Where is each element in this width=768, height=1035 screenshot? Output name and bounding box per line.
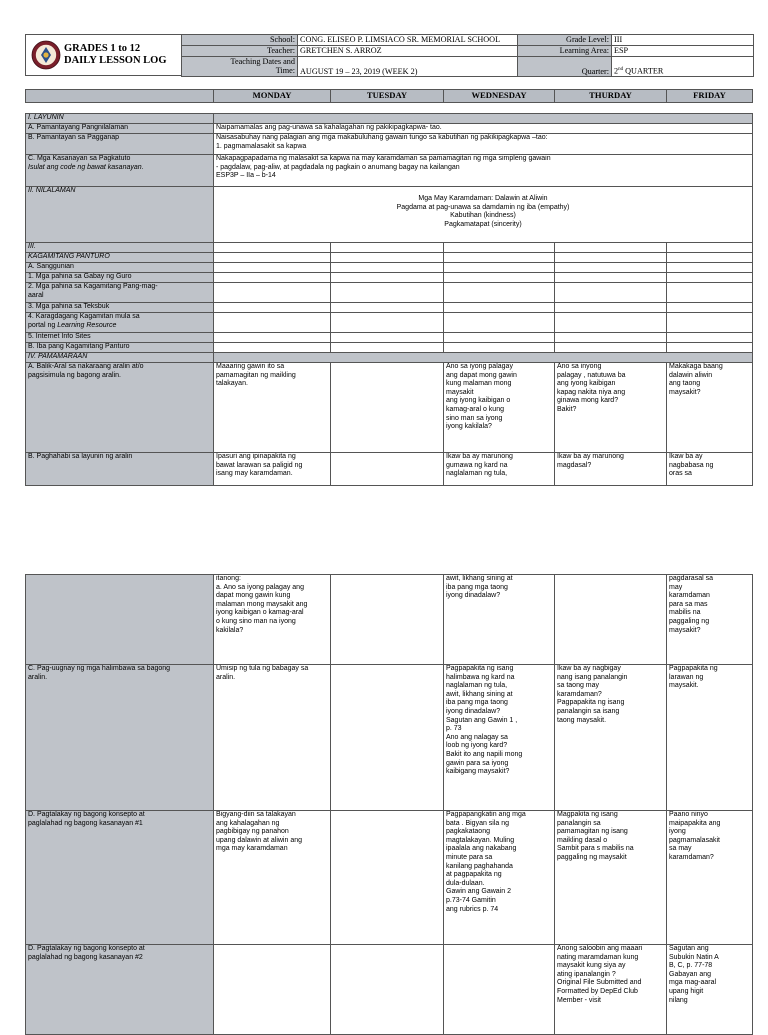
pagtalakay-2-label: D. Pagtalakay ng bagong konsepto at paglalahad ng bagong kasanayan #2 — [26, 945, 214, 1035]
pag-uugnay-wednesday: Pagpapakita ng isang halimbawa ng kard na naglalaman ng tula, awit, likhang sining at iba pang mga taong iyong dinadalaw? Sagutan ang Gawin 1 , p. 73 Ano ang nalagay sa loob ng iyong kard? Bakit ito ang napili mong gawin para sa iyong kaibigang maysakit? — [444, 665, 555, 811]
school-value: CONG. ELISEO P. LIMSIACO SR. MEMORIAL SCHOOL — [298, 35, 518, 46]
pagtalakay-1-friday: Paano ninyo maipapakita ang iyong pagmamalasakit sa may karamdaman? — [667, 811, 753, 945]
pagtalakay-1-thursday: Magpakita ng isang panalangin sa pamamagitan ng isang maikling dasal o Sambit para s mabilis na paggaling ng maysakit — [555, 811, 667, 945]
balik-aral-tuesday — [331, 363, 444, 453]
teacher-label: Teacher: — [182, 46, 298, 57]
kagamitang-mag-aaral-label: 2. Mga pahina sa Kagamitang Pang-mag- aaral — [26, 283, 214, 303]
grade-value: III — [612, 35, 754, 46]
pag-uugnay-label: C. Pag-uugnay ng mga halimbawa sa bagong aralin. — [26, 665, 214, 811]
day-thursday: THURDAY — [555, 90, 667, 103]
kasanayan-label: C. Mga Kasanayan sa Pagkatuto Isulat ang code ng bawat kasanayan. — [26, 155, 214, 187]
lesson-table-page2 — [25, 574, 753, 1035]
sanggunian-label: A. Sanggunian — [26, 263, 214, 273]
pagtalakay-2-thursday: Anong saloobin ang maaari nating maramdaman kung maysakit kung siya ay ating ipanalangin ? Original File Submitted and Formatted by DepEd Club Member - visit — [555, 945, 667, 1035]
gabay-guro-label: 1. Mga pahina sa Gabay ng Guro — [26, 273, 214, 283]
quarter-value: 2nd QUARTER — [612, 57, 754, 77]
paghahabi-monday: Ipasuri ang ipinapakita ng bawat larawan sa paligid ng isang may karamdaman. — [214, 453, 331, 486]
balik-aral-monday: Maaaring gawin ito sa pamamagitan ng maikling talakayan. — [214, 363, 331, 453]
paghahabi-continued-friday: pagdarasal sa may karamdaman para sa mas mabilis na paggaling ng maysakit? — [667, 575, 753, 665]
title-line1: GRADES 1 to 12 — [64, 43, 141, 54]
day-header — [25, 89, 753, 103]
school-label: School: — [182, 35, 298, 46]
pag-uugnay-friday: Pagpapakita ng larawan ng maysakit. — [667, 665, 753, 811]
teacher-value: GRETCHEN S. ARROZ — [298, 46, 518, 57]
pagtalakay-1-monday: Bigyang-diin sa talakayan ang kahalagahan ng pagbibigay ng panahon upang dalawin at aliwin ang mga may karamdaman — [214, 811, 331, 945]
balik-aral-label: A. Balik-Aral sa nakaraang aralin at/o pagsisimula ng bagong aralin. — [26, 363, 214, 453]
teksbuk-label: 3. Mga pahina sa Teksbuk — [26, 303, 214, 313]
paghahabi-continued-label — [26, 575, 214, 665]
header-table — [181, 34, 754, 77]
area-value: ESP — [612, 46, 754, 57]
pamantayan-pagganap-value: Naisasabuhay nang palagian ang mga makabuluhang gawain tungo sa kabutihan ng pakikipagkapwa –tao: 1. pagmamalasakit sa kapwa — [214, 134, 753, 155]
day-tuesday: TUESDAY — [331, 90, 444, 103]
balik-aral-wednesday: Ano sa iyong palagay ang dapat mong gawin kung malaman mong maysakit ang iyong kaibigan o kamag-aral o kung sino man sa iyong iyong kakilala? — [444, 363, 555, 453]
quarter-label: Quarter: — [518, 57, 612, 77]
deped-seal-icon — [31, 40, 61, 70]
kasanayan-value: Nakapagpapadama ng malasakit sa kapwa na may karamdaman sa pamamagitan ng mga simpleng gawain - pagdalaw, pag-aliw, at pagdadala ng pagkain o anumang bagay na kailangan ESP3P – IIa – b-14 — [214, 155, 753, 187]
pamamaraan-heading: IV. PAMAMARAAN — [26, 353, 214, 363]
paghahabi-thursday: Ikaw ba ay marunong magdasal? — [555, 453, 667, 486]
paghahabi-continued-wednesday: awit, likhang sining at iba pang mga taong iyong dinadalaw? — [444, 575, 555, 665]
area-label: Learning Area: — [518, 46, 612, 57]
internet-sites-label: 5. Internet Info Sites — [26, 333, 214, 343]
pagtalakay-1-wednesday: Pagpapangkatin ang mga bata . Bigyan sila ng pagkakataong magtalakayan. Muling ipaalala ang nakabang minute para sa kanilang paghahanda at pagpapakita ng dula-dulaan. Gawin ang Gawain 2 p.73-74 Gamitin ang rubrics p. 74 — [444, 811, 555, 945]
day-wednesday: WEDNESDAY — [444, 90, 555, 103]
paghahabi-label: B. Paghahabi sa layunin ng aralin — [26, 453, 214, 486]
pag-uugnay-monday: Umisip ng tula ng babagay sa aralin. — [214, 665, 331, 811]
layunin-heading: I. LAYUNIN — [26, 114, 214, 124]
pamantayang-pangnilalaman-value: Naipamamalas ang pag-unawa sa kahalagahan ng pakikipagkapwa- tao. — [214, 124, 753, 134]
iii-label: III. — [26, 243, 214, 253]
kagamitang-panturo-label: KAGAMITANG PANTURO — [26, 253, 214, 263]
pag-uugnay-thursday: Ikaw ba ay nagbigay nang isang panalangin sa taong may karamdaman? Pagpapakita ng isang panalangin sa isang taong maysakit. — [555, 665, 667, 811]
day-monday: MONDAY — [214, 90, 331, 103]
paghahabi-tuesday — [331, 453, 444, 486]
day-friday: FRIDAY — [667, 90, 753, 103]
nilalaman-value: Mga May Karamdaman: Dalawin at Aliwin Pagdama at pag-unawa sa damdamin ng iba (empathy) Kabutihan (kindness) Pagkamatapat (sincerity) — [214, 187, 753, 243]
title-line2: DAILY LESSON LOG — [64, 55, 167, 66]
balik-aral-friday: Makakaga baang dalawin aliwin ang taong maysakit? — [667, 363, 753, 453]
lesson-table-page1 — [25, 113, 753, 486]
dates-value: AUGUST 19 – 23, 2019 (WEEK 2) — [298, 57, 518, 77]
dates-label: Teaching Dates and Time: — [182, 57, 298, 77]
iba-pang-kagamitan-label: B. Iba pang Kagamitang Panturo — [26, 343, 214, 353]
grade-label: Grade Level: — [518, 35, 612, 46]
pamantayan-pagganap-label: B. Pamantayan sa Pagganap — [26, 134, 214, 155]
paghahabi-wednesday: Ikaw ba ay marunong gumawa ng kard na naglalaman ng tula, — [444, 453, 555, 486]
balik-aral-thursday: Ano sa inyong palagay , natutuwa ba ang iyong kaibigan kapag nakita niya ang ginawa mong kard? Bakit? — [555, 363, 667, 453]
karagdagang-kagamitan-label: 4. Karagdagang Kagamitan mula sa portal ng Learning Resource — [26, 313, 214, 333]
paghahabi-friday: Ikaw ba ay nagbabasa ng oras sa — [667, 453, 753, 486]
pagtalakay-2-friday: Sagutan ang Subukin Natin A B, C, p. 77-78 Gabayan ang mga mag-aaral upang higit nilang — [667, 945, 753, 1035]
pagtalakay-1-label: D. Pagtalakay ng bagong konsepto at paglalahad ng bagong kasanayan #1 — [26, 811, 214, 945]
nilalaman-label: II. NILALAMAN — [26, 187, 214, 243]
pamantayang-pangnilalaman-label: A. Pamantayang Pangnilalaman — [26, 124, 214, 134]
title-block — [25, 34, 182, 76]
paghahabi-continued-monday: itanong: a. Ano sa iyong palagay ang dapat mong gawin kung malaman mong maysakit ang iyong kaibigan o kamag-aral o kung sino man na iyong kakilala? — [214, 575, 331, 665]
